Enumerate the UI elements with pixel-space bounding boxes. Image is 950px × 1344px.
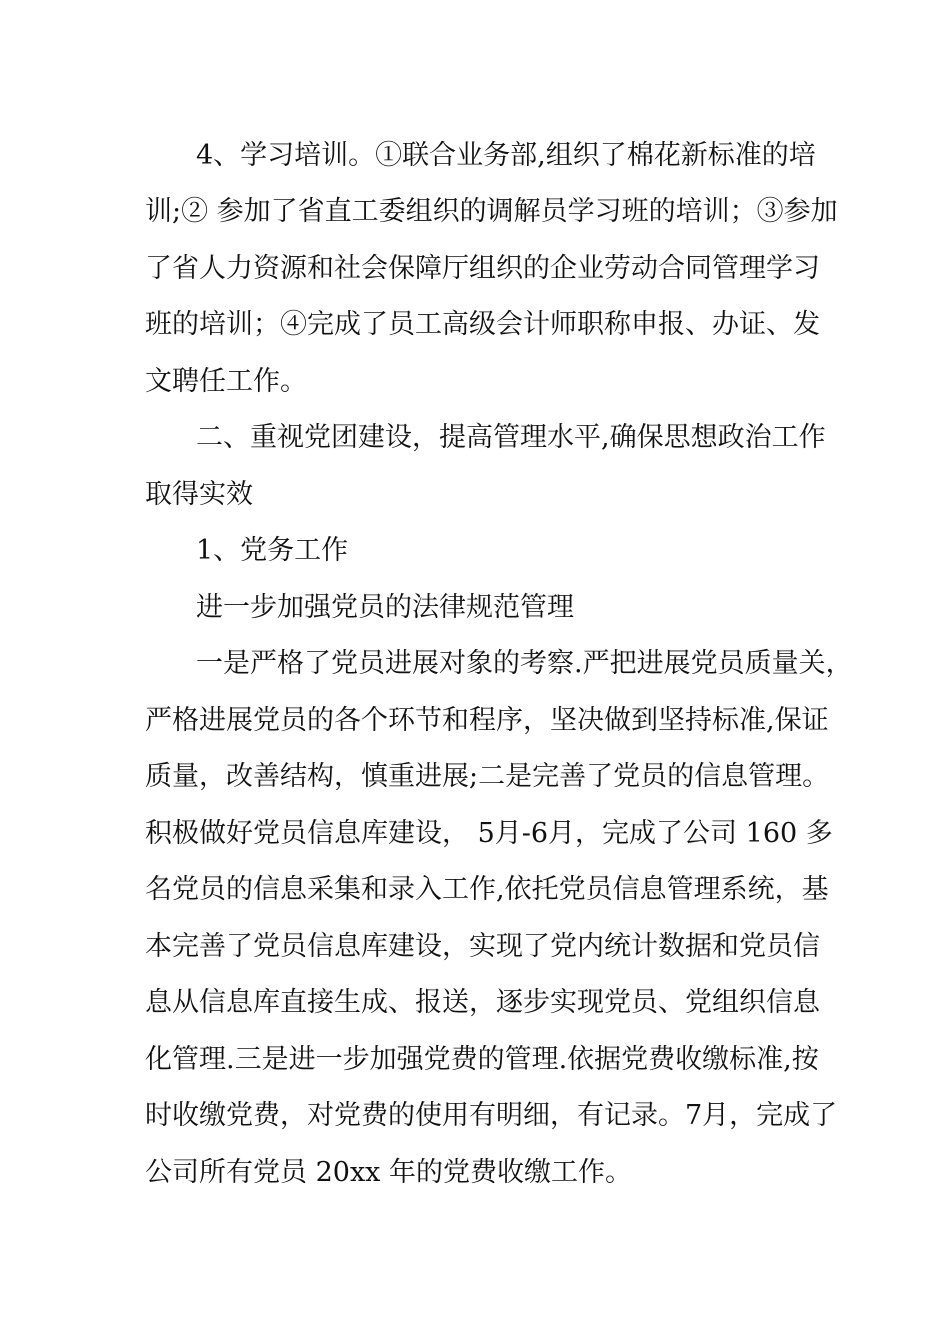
paragraph-line: 训;② 参加了省直工委组织的调解员学习班的培训；③参加 — [145, 196, 838, 227]
paragraph-line: 文聘任工作。 — [145, 366, 307, 397]
paragraph-line: 严格进展党员的各个环节和程序，坚决做到坚持标准,保证 — [145, 705, 829, 736]
paragraph-line: 积极做好党员信息库建设， 5月-6月，完成了公司 160 多 — [145, 818, 833, 849]
section-heading-line: 二、重视党团建设，提高管理水平,确保思想政治工作 — [196, 422, 826, 453]
paragraph-line: 一是严格了党员进展对象的考察.严把进展党员质量关， — [196, 648, 853, 679]
paragraph-line: 4、学习培训。①联合业务部,组织了棉花新标准的培 — [196, 140, 816, 171]
subsection-heading: 1、党务工作 — [196, 535, 349, 566]
paragraph-line: 了省人力资源和社会保障厅组织的企业劳动合同管理学习 — [145, 253, 820, 284]
paragraph-line: 化管理.三是进一步加强党费的管理.依据党费收缴标准,按 — [145, 1044, 819, 1075]
paragraph-line: 时收缴党费，对党费的使用有明细，有记录。7月，完成了 — [145, 1100, 838, 1131]
section-heading-line: 取得实效 — [145, 479, 253, 510]
paragraph-line: 公司所有党员 20xx 年的党费收缴工作。 — [145, 1157, 632, 1188]
paragraph-line: 质量，改善结构，慎重进展;二是完善了党员的信息管理。 — [145, 761, 830, 792]
topic-line: 进一步加强党员的法律规范管理 — [196, 592, 574, 623]
paragraph-line: 息从信息库直接生成、报送，逐步实现党员、党组织信息 — [145, 987, 820, 1018]
paragraph-line: 本完善了党员信息库建设，实现了党内统计数据和党员信 — [145, 931, 820, 962]
paragraph-line: 名党员的信息采集和录入工作,依托党员信息管理系统，基 — [145, 874, 829, 905]
paragraph-line: 班的培训；④完成了员工高级会计师职称申报、办证、发 — [145, 309, 820, 340]
